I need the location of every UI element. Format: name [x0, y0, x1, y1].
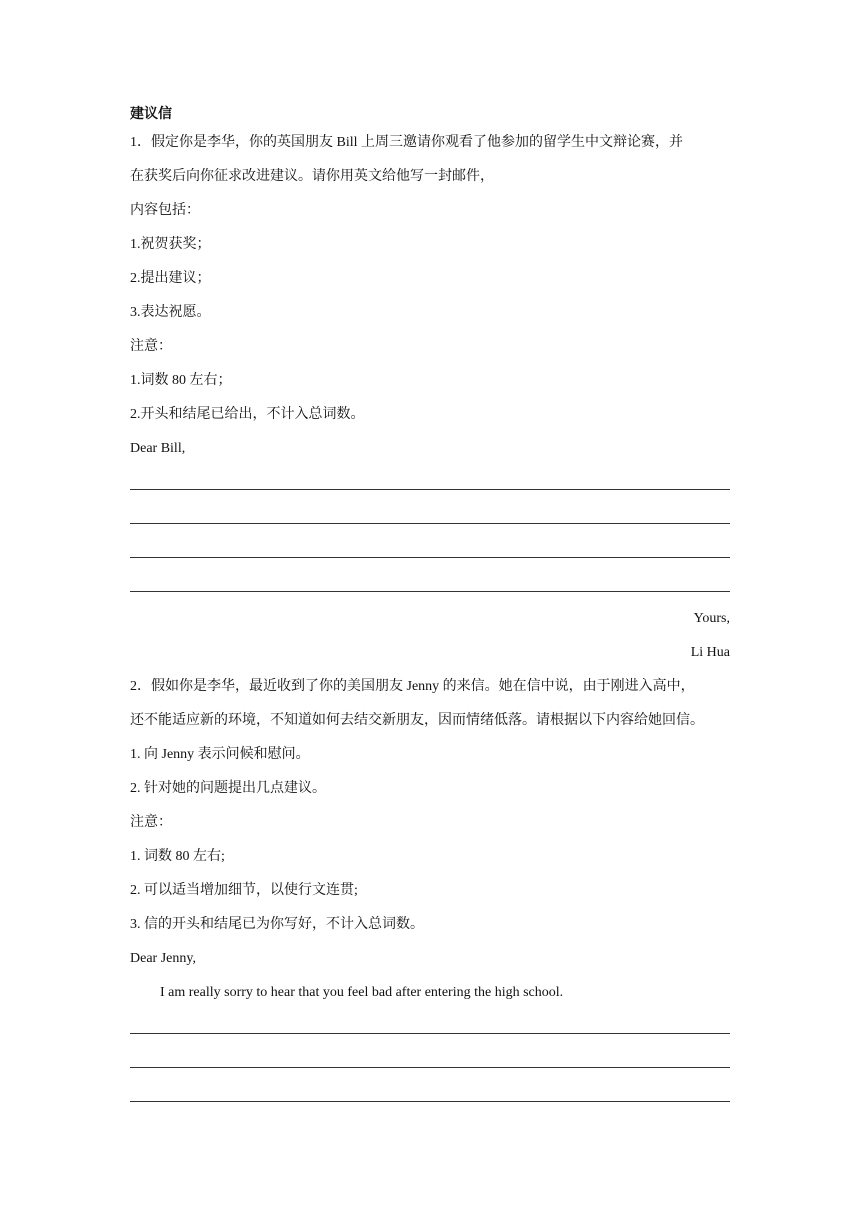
q2-opening-sentence: I am really sorry to hear that you feel bad after entering the high school.: [160, 985, 564, 1000]
q1-answer-line-1[interactable]: [130, 470, 730, 504]
q2-answer-line-1[interactable]: [130, 1014, 730, 1048]
q1-notice-heading: 注意：: [130, 339, 172, 354]
document-page: [130, 102, 730, 1116]
q2-notice-1: 1. 词数 80 左右;: [130, 849, 225, 864]
q2-answer-line-2[interactable]: [130, 1048, 730, 1082]
q2-notice-heading: 注意：: [130, 815, 172, 830]
q1-prompt-line-2: 在获奖后向你征求改进建议。请你用英文给他写一封邮件，: [130, 169, 494, 184]
q1-closing: Yours,: [693, 611, 730, 626]
q1-point-1: 1.祝贺获奖；: [130, 237, 211, 252]
q1-answer-line-2[interactable]: [130, 504, 730, 538]
q2-answer-line-3[interactable]: [130, 1082, 730, 1116]
q2-point-1: 1. 向 Jenny 表示问候和慰问。: [130, 747, 310, 762]
q1-answer-line-4[interactable]: [130, 572, 730, 606]
q1-notice-2: 2.开头和结尾已给出，不计入总词数。: [130, 407, 365, 422]
q2-prompt-line-1: 2．假如你是李华，最近收到了你的美国朋友 Jenny 的来信。她在信中说，由于刚进入高中，: [130, 679, 695, 694]
q1-answer-line-3[interactable]: [130, 538, 730, 572]
q2-greeting: Dear Jenny,: [130, 951, 196, 966]
q1-point-3: 3.表达祝愿。: [130, 305, 211, 320]
q1-signature: Li Hua: [690, 645, 730, 660]
q1-prompt-line-1: 1．假定你是李华，你的英国朋友 Bill 上周三邀请你观看了他参加的留学生中文辩论赛，并: [130, 135, 684, 150]
q1-content-heading: 内容包括：: [130, 203, 200, 218]
q2-notice-3: 3. 信的开头和结尾已为你写好，不计入总词数。: [130, 917, 424, 932]
q2-point-2: 2. 针对她的问题提出几点建议。: [130, 781, 326, 796]
q2-notice-2: 2. 可以适当增加细节，以使行文连贯;: [130, 883, 358, 898]
q1-notice-1: 1.词数 80 左右；: [130, 373, 232, 388]
document-title: 建议信: [130, 107, 172, 122]
q2-prompt-line-2: 还不能适应新的环境，不知道如何去结交新朋友，因而情绪低落。请根据以下内容给她回信。: [130, 713, 704, 728]
q1-greeting: Dear Bill,: [130, 441, 186, 456]
q1-point-2: 2.提出建议；: [130, 271, 211, 286]
